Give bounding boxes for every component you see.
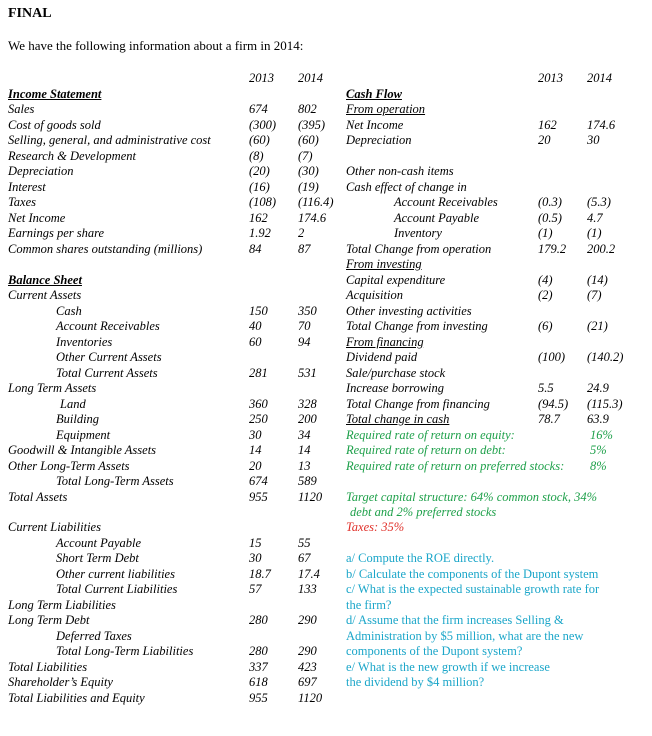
bs-value-2013: 281 [249,366,268,380]
bs-value-2014: 200 [298,412,317,426]
cf-label: Total change in cash [346,412,450,426]
bs-value-2013: 280 [249,644,268,658]
cf-value-2013: 78.7 [538,412,560,426]
bs-value-2013: 15 [249,536,262,550]
is-value-2013: 1.92 [249,226,271,240]
is-value-2013: (108) [249,195,277,209]
cf-value-2014: (21) [587,319,608,333]
bs-value-2014: 350 [298,304,317,318]
cf-value-2014: 200.2 [587,242,616,256]
cf-value-2013: (6) [538,319,553,333]
bs-label: Other Current Assets [56,350,162,364]
question-line: the firm? [346,598,392,612]
balance-sheet-heading: Balance Sheet [8,273,82,287]
bs-value-2014: 133 [298,582,317,596]
cf-value-2014: (115.3) [587,397,623,411]
bs-value-2014: 14 [298,443,311,457]
document-title: FINAL [8,6,52,21]
bs-value-2014: 70 [298,319,311,333]
bs-value-2013: 955 [249,691,268,705]
bs-label: Total Liabilities and Equity [8,691,145,705]
cf-label: Total Change from financing [346,397,490,411]
is-value-2013: (16) [249,180,270,194]
question-line: Administration by $5 million, what are the new [346,629,584,643]
cash-flow-heading: Cash Flow [346,87,402,101]
bs-label: Building [56,412,100,426]
bs-value-2014: 13 [298,459,311,473]
bs-value-2014: 67 [298,551,311,565]
is-value-2013: (20) [249,164,270,178]
cf-label: Net Income [346,118,404,132]
bs-value-2014: 423 [298,660,317,674]
right-year-2013: 2013 [538,71,563,85]
bs-value-2013: 14 [249,443,262,457]
bs-value-2014: 17.4 [298,567,320,581]
left-year-2014: 2014 [298,71,323,85]
cf-value-2013: 162 [538,118,557,132]
is-label: Interest [8,180,46,194]
bs-label: Long Term Liabilities [8,598,116,612]
cf-value-2014: (1) [587,226,602,240]
bs-value-2013: 150 [249,304,268,318]
bs-value-2014: 697 [298,675,317,689]
bs-value-2014: 290 [298,613,317,627]
cf-section-label: From operation [346,102,426,116]
cf-label: Capital expenditure [346,273,446,287]
income-statement-heading: Income Statement [8,87,102,101]
bs-label: Other Long-Term Assets [8,459,130,473]
is-value-2014: (60) [298,133,319,147]
rate-value: 5% [590,443,607,457]
bs-value-2014: 290 [298,644,317,658]
bs-label: Other current liabilities [56,567,175,581]
cf-label: Total Change from operation [346,242,492,256]
cf-section-label: From financing [346,335,424,349]
is-value-2014: (7) [298,149,313,163]
is-label: Selling, general, and administrative cost [8,133,211,147]
cf-value-2014: (7) [587,288,602,302]
is-label: Net Income [8,211,66,225]
cf-value-2014: 174.6 [587,118,616,132]
cf-value-2014: (140.2) [587,350,624,364]
cf-value-2013: (94.5) [538,397,569,411]
is-value-2013: (60) [249,133,270,147]
bs-label: Total Long-Term Assets [56,474,174,488]
bs-value-2014: 531 [298,366,317,380]
bs-value-2013: 280 [249,613,268,627]
is-label: Depreciation [8,164,74,178]
right-year-2014: 2014 [587,71,612,85]
rate-value: 16% [590,428,613,442]
is-value-2014: (30) [298,164,319,178]
cf-label: Inventory [394,226,442,240]
cf-label: Other investing activities [346,304,472,318]
bs-label: Current Assets [8,288,82,302]
target-structure-line2: debt and 2% preferred stocks [350,505,497,519]
cf-section-label: From investing [346,257,422,271]
bs-value-2014: 328 [298,397,317,411]
is-value-2014: (116.4) [298,195,334,209]
is-value-2014: (395) [298,118,326,132]
bs-label: Account Payable [56,536,142,550]
is-label: Cost of goods sold [8,118,101,132]
bs-value-2013: 618 [249,675,268,689]
is-value-2014: 802 [298,102,317,116]
cf-value-2014: 30 [587,133,600,147]
cf-label: Dividend paid [346,350,418,364]
bs-label: Shareholder’s Equity [8,675,113,689]
is-value-2013: (300) [249,118,277,132]
question-line: b/ Calculate the components of the Dupont system [346,567,599,581]
bs-label: Deferred Taxes [56,629,132,643]
cf-value-2013: 20 [538,133,551,147]
cf-value-2014: (5.3) [587,195,611,209]
question-line: the dividend by $4 million? [346,675,485,689]
bs-label: Total Long-Term Liabilities [56,644,194,658]
rate-value: 8% [590,459,607,473]
rate-label: Required rate of return on debt: [346,443,506,457]
cf-value-2013: (1) [538,226,553,240]
intro-text: We have the following information about a firm in 2014: [8,38,304,53]
cf-label: Increase borrowing [346,381,445,395]
is-label: Taxes [8,195,37,209]
rate-label: Required rate of return on preferred stocks: [346,459,565,473]
cf-label: Account Receivables [394,195,498,209]
rate-label: Required rate of return on equity: [346,428,515,442]
bs-label: Total Assets [8,490,68,504]
is-value-2013: 84 [249,242,262,256]
is-value-2013: 674 [249,102,268,116]
cf-label: Total Change from investing [346,319,488,333]
bs-label: Cash [56,304,82,318]
cf-value-2013: (4) [538,273,553,287]
bs-value-2013: 20 [249,459,262,473]
bs-label: Total Current Liabilities [56,582,178,596]
cf-label: Other non-cash items [346,164,454,178]
question-line: a/ Compute the ROE directly. [346,551,495,565]
bs-value-2013: 250 [249,412,268,426]
cf-value-2014: 4.7 [587,211,603,225]
cf-value-2013: (0.3) [538,195,562,209]
bs-label: Equipment [56,428,111,442]
cf-value-2014: 24.9 [587,381,609,395]
bs-label: Inventories [56,335,113,349]
bs-value-2013: 60 [249,335,262,349]
cf-label: Depreciation [346,133,412,147]
bs-label: Total Liabilities [8,660,88,674]
taxes-note: Taxes: 35% [346,520,405,534]
bs-value-2013: 337 [249,660,268,674]
bs-value-2013: 40 [249,319,262,333]
bs-label: Land [60,397,86,411]
bs-label: Account Receivables [56,319,160,333]
cf-label: Cash effect of change in [346,180,467,194]
is-label: Sales [8,102,35,116]
bs-value-2013: 955 [249,490,268,504]
target-structure-line1: Target capital structure: 64% common stock, 34% [346,490,598,504]
bs-value-2014: 55 [298,536,311,550]
bs-label: Long Term Assets [8,381,97,395]
bs-label: Long Term Debt [8,613,90,627]
bs-label: Current Liabilities [8,520,101,534]
bs-label: Short Term Debt [56,551,139,565]
cf-value-2013: 179.2 [538,242,567,256]
is-value-2014: (19) [298,180,319,194]
bs-value-2013: 674 [249,474,268,488]
is-value-2014: 2 [298,226,305,240]
bs-value-2013: 57 [249,582,262,596]
bs-value-2014: 1120 [298,691,323,705]
cf-value-2013: (100) [538,350,566,364]
is-label: Common shares outstanding (millions) [8,242,203,256]
bs-label: Goodwill & Intangible Assets [8,443,157,457]
bs-label: Total Current Assets [56,366,158,380]
cf-value-2014: (14) [587,273,608,287]
is-value-2013: 162 [249,211,268,225]
cf-label: Sale/purchase stock [346,366,446,380]
bs-value-2014: 34 [298,428,311,442]
question-line: c/ What is the expected sustainable growth rate for [346,582,600,596]
bs-value-2013: 30 [249,551,262,565]
is-value-2013: (8) [249,149,264,163]
cf-value-2013: 5.5 [538,381,554,395]
bs-value-2014: 589 [298,474,317,488]
is-value-2014: 87 [298,242,311,256]
cf-value-2014: 63.9 [587,412,609,426]
question-line: components of the Dupont system? [346,644,523,658]
bs-value-2013: 18.7 [249,567,271,581]
cf-label: Acquisition [346,288,403,302]
question-line: d/ Assume that the firm increases Selling & [346,613,564,627]
is-value-2014: 174.6 [298,211,327,225]
bs-value-2013: 360 [249,397,268,411]
cf-value-2013: (0.5) [538,211,562,225]
cf-value-2013: (2) [538,288,553,302]
bs-value-2014: 94 [298,335,311,349]
is-label: Earnings per share [8,226,105,240]
left-year-2013: 2013 [249,71,274,85]
cf-label: Account Payable [394,211,480,225]
question-line: e/ What is the new growth if we increase [346,660,550,674]
is-label: Research & Development [8,149,136,163]
bs-value-2013: 30 [249,428,262,442]
bs-value-2014: 1120 [298,490,323,504]
